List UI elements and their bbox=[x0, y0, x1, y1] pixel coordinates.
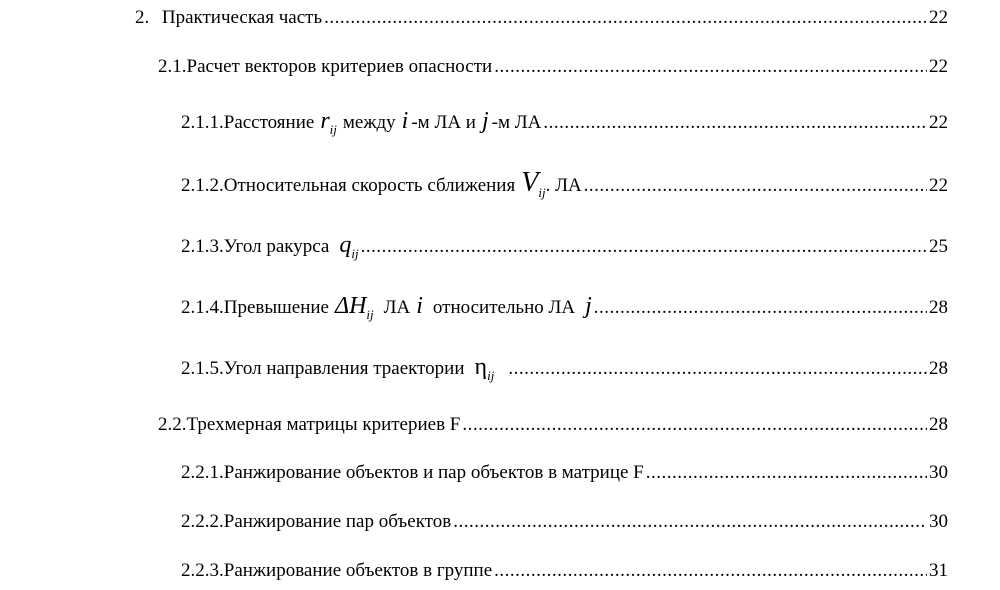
toc-entry-page: 30 bbox=[929, 462, 948, 483]
toc-entry-number: 2.2. bbox=[158, 414, 187, 435]
toc-entry-page: 30 bbox=[929, 511, 948, 532]
title-text: между bbox=[342, 112, 396, 133]
symbol-i: i bbox=[401, 108, 409, 134]
title-text: Превышение bbox=[223, 297, 329, 318]
dot-leader bbox=[494, 52, 927, 82]
dot-leader bbox=[462, 410, 927, 440]
toc-entry-2-1-4[interactable] bbox=[181, 291, 948, 321]
toc-entry-number: 2. bbox=[135, 7, 150, 28]
toc-entry-page: 31 bbox=[929, 560, 948, 581]
toc-entry-2-2[interactable] bbox=[158, 410, 948, 440]
toc-entry-number: 2.1.5. bbox=[181, 358, 224, 379]
symbol-q: q bbox=[339, 232, 352, 258]
toc-entry-2[interactable] bbox=[135, 3, 948, 33]
toc-entry-number: 2.1.4. bbox=[181, 297, 224, 318]
toc-entry-title: Трехмерная матрицы критериев F bbox=[186, 414, 461, 435]
dot-leader bbox=[494, 556, 927, 586]
dot-leader bbox=[594, 293, 927, 323]
dot-leader bbox=[646, 458, 927, 488]
dot-leader bbox=[361, 232, 927, 262]
symbol-eta: η bbox=[474, 354, 488, 380]
symbol-j: j bbox=[481, 108, 489, 134]
subscript-ij: ij bbox=[487, 368, 495, 383]
toc-entry-2-2-2[interactable] bbox=[181, 507, 948, 537]
toc-entry-number: 2.2.2. bbox=[181, 511, 224, 532]
title-text: Угол направления траектории bbox=[223, 358, 465, 379]
toc-entry-2-1[interactable] bbox=[158, 52, 948, 82]
toc-entry-number: 2.1. bbox=[158, 56, 187, 77]
toc-entry-page: 28 bbox=[929, 358, 948, 379]
toc-entry-page: 22 bbox=[929, 112, 948, 133]
toc-entry-2-1-2[interactable] bbox=[181, 168, 948, 198]
toc-entry-2-1-5[interactable] bbox=[181, 352, 948, 382]
title-text: Расстояние bbox=[223, 112, 315, 133]
title-text: относительно ЛА bbox=[432, 297, 576, 318]
dot-leader bbox=[324, 3, 927, 33]
toc-entry-number: 2.2.3. bbox=[181, 560, 224, 581]
subscript-ij: ij bbox=[351, 246, 359, 261]
toc-entry-2-1-1[interactable] bbox=[181, 106, 948, 136]
toc-entry-number: 2.2.1. bbox=[181, 462, 224, 483]
toc-entry-2-2-3[interactable] bbox=[181, 556, 948, 586]
toc-entry-page: 22 bbox=[929, 175, 948, 196]
title-text: -м ЛА и bbox=[411, 112, 476, 133]
toc-entry-title bbox=[224, 352, 507, 385]
toc-entry-title: Расчет векторов критериев опасности bbox=[186, 56, 493, 77]
dot-leader bbox=[453, 507, 927, 537]
toc-entry-title bbox=[224, 106, 542, 139]
toc-entry-page: 28 bbox=[929, 414, 948, 435]
dot-leader bbox=[584, 171, 927, 201]
title-text: . ЛА bbox=[545, 175, 582, 196]
symbol-i: i bbox=[416, 293, 423, 319]
subscript-ij: ij bbox=[329, 122, 337, 137]
dot-leader bbox=[508, 354, 927, 384]
title-text: -м ЛА bbox=[491, 112, 542, 133]
toc-entry-title bbox=[224, 168, 582, 202]
toc-entry-title bbox=[224, 230, 359, 263]
toc-entry-number: 2.1.1. bbox=[181, 112, 224, 133]
toc-entry-title bbox=[224, 291, 592, 324]
dot-leader bbox=[543, 108, 927, 138]
title-text: Угол ракурса bbox=[223, 236, 330, 257]
toc-entry-page: 22 bbox=[929, 56, 948, 77]
toc-entry-2-2-1[interactable] bbox=[181, 458, 948, 488]
toc-entry-page: 25 bbox=[929, 236, 948, 257]
symbol-delta-h: ΔH bbox=[334, 293, 367, 319]
toc-entry-page: 28 bbox=[929, 297, 948, 318]
toc-entry-title: Ранжирование объектов и пар объектов в матрице F bbox=[223, 462, 644, 483]
subscript-ij: ij bbox=[538, 185, 546, 200]
toc-entry-title: Ранжирование объектов в группе bbox=[223, 560, 493, 581]
symbol-r: r bbox=[320, 108, 330, 134]
toc-entry-2-1-3[interactable] bbox=[181, 230, 948, 260]
toc-entry-title: Практическая часть bbox=[161, 7, 323, 28]
title-text: Относительная скорость сближения bbox=[223, 175, 516, 196]
toc-entry-number: 2.1.2. bbox=[181, 175, 224, 196]
toc-entry-page: 22 bbox=[929, 7, 948, 28]
toc-entry-title: Ранжирование пар объектов bbox=[223, 511, 452, 532]
symbol-v: V bbox=[521, 167, 539, 198]
title-text: ЛА bbox=[383, 297, 411, 318]
symbol-j: j bbox=[585, 293, 592, 319]
subscript-ij: ij bbox=[366, 307, 374, 322]
toc-entry-number: 2.1.3. bbox=[181, 236, 224, 257]
